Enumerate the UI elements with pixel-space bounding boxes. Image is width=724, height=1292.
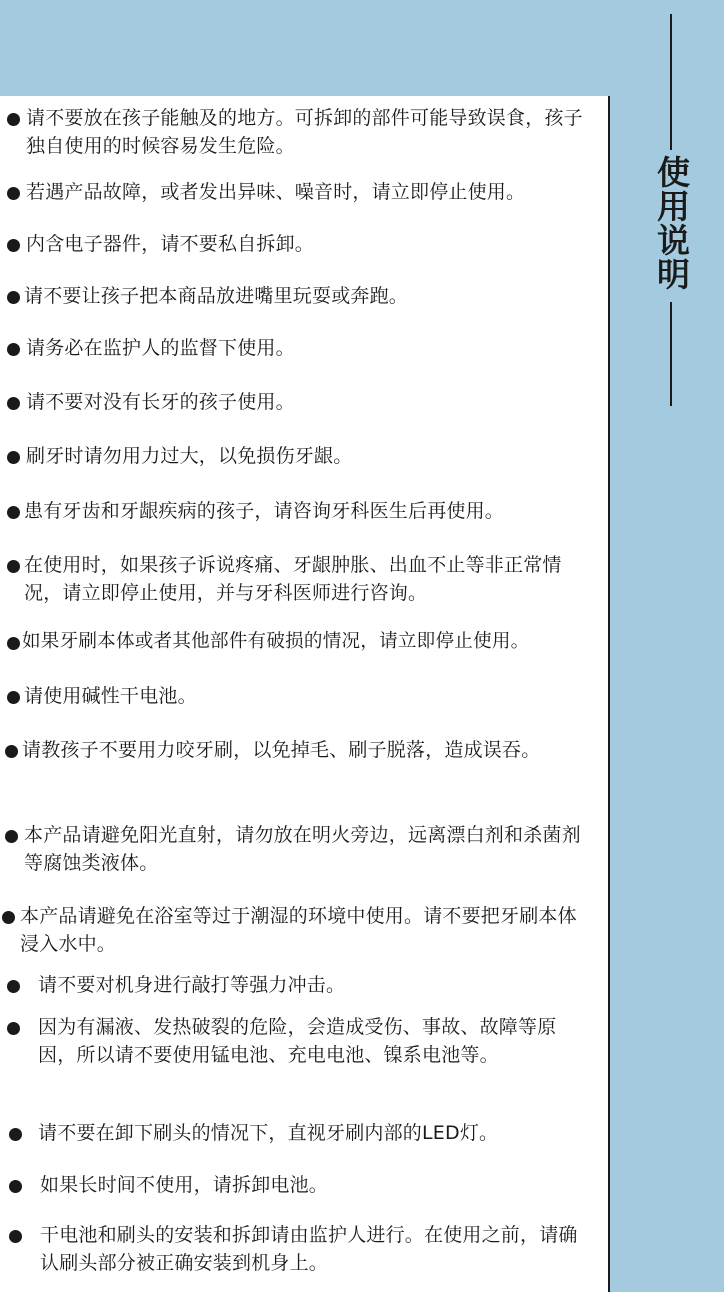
list-item-text: 干电池和刷头的安装和拆卸请由监护人进行。在使用之前，请确认刷头部分被正确安装到机身上。 <box>40 1224 578 1274</box>
list-item-text: 如果长时间不使用，请拆卸电池。 <box>40 1174 329 1196</box>
bullet-icon <box>7 1022 20 1035</box>
list-item-text: 请不要让孩子把本商品放进嘴里玩耍或奔跑。 <box>24 285 409 307</box>
bullet-icon <box>7 187 20 200</box>
list-item <box>0 902 604 958</box>
list-item-text: 内含电子器件，请不要私自拆卸。 <box>26 233 315 255</box>
list-item-text: 请使用碱性干电池。 <box>24 685 197 707</box>
bullet-icon <box>9 1230 22 1243</box>
instructions-panel <box>0 96 610 1292</box>
list-item <box>0 497 604 525</box>
list-item-text: 请不要放在孩子能触及的地方。可拆卸的部件可能导致误食，孩子独自使用的时候容易发生危险。 <box>26 107 583 157</box>
list-item <box>0 821 604 877</box>
list-item-text: 本产品请避免阳光直射，请勿放在明火旁边，远离漂白剂和杀菌剂等腐蚀类液体。 <box>24 824 581 874</box>
list-item <box>0 1119 604 1147</box>
list-item <box>0 628 604 656</box>
list-item <box>0 1013 604 1069</box>
bullet-icon <box>7 291 20 304</box>
side-divider-bottom <box>670 302 672 406</box>
bullet-icon <box>9 1180 22 1193</box>
list-item-text: 因为有漏液、发热破裂的危险，会造成受伤、事故、故障等原因，所以请不要使用锰电池、充电电池、镍系电池等。 <box>38 1016 557 1066</box>
list-item-text: 如果牙刷本体或者其他部件有破损的情况，请立即停止使用。 <box>22 631 530 652</box>
list-item <box>0 282 604 310</box>
bullet-icon <box>5 745 18 758</box>
list-item <box>0 442 604 470</box>
list-item <box>0 1171 604 1199</box>
list-item <box>0 104 604 160</box>
bullet-icon <box>9 1128 22 1141</box>
list-item-text: 若遇产品故障，或者发出异味、噪音时，请立即停止使用。 <box>26 181 526 203</box>
list-item-text: 请不要在卸下刷头的情况下，直视牙刷内部的LED灯。 <box>38 1122 499 1144</box>
list-item-text: 请教孩子不要用力咬牙刷，以免掉毛、刷子脱落，造成误吞。 <box>22 739 541 761</box>
list-item-text: 刷牙时请勿用力过大，以免损伤牙龈。 <box>26 445 353 467</box>
bullet-icon <box>7 637 20 650</box>
list-item <box>0 682 604 710</box>
list-item-text: 患有牙齿和牙龈疾病的孩子，请咨询牙科医生后再使用。 <box>24 500 505 522</box>
bullet-icon <box>7 113 20 126</box>
list-item-text: 在使用时，如果孩子诉说疼痛、牙龈肿胀、出血不止等非正常情况，请立即停止使用，并与牙科医师进行咨询。 <box>24 554 562 604</box>
bullet-icon <box>7 239 20 252</box>
list-item <box>0 736 604 764</box>
side-title: 使用说明 <box>652 155 691 291</box>
list-item-text: 请不要对没有长牙的孩子使用。 <box>26 391 295 413</box>
bullet-icon <box>5 830 18 843</box>
bullet-icon <box>7 397 20 410</box>
bullet-icon <box>2 911 15 924</box>
side-divider-top <box>670 14 672 150</box>
list-item <box>0 334 604 362</box>
list-item-text: 请务必在监护人的监督下使用。 <box>26 337 295 359</box>
list-item <box>0 388 604 416</box>
list-item <box>0 178 604 206</box>
list-item <box>0 230 604 258</box>
list-item-text: 请不要对机身进行敲打等强力冲击。 <box>38 974 346 996</box>
bullet-icon <box>7 343 20 356</box>
bullet-icon <box>7 691 20 704</box>
list-item <box>0 1221 604 1277</box>
list-item-text: 本产品请避免在浴室等过于潮湿的环境中使用。请不要把牙刷本体浸入水中。 <box>20 905 577 955</box>
list-item <box>0 551 604 607</box>
bullet-icon <box>7 560 20 573</box>
list-item <box>0 971 604 999</box>
bullet-icon <box>7 451 20 464</box>
bullet-icon <box>7 506 20 519</box>
bullet-icon <box>7 980 20 993</box>
